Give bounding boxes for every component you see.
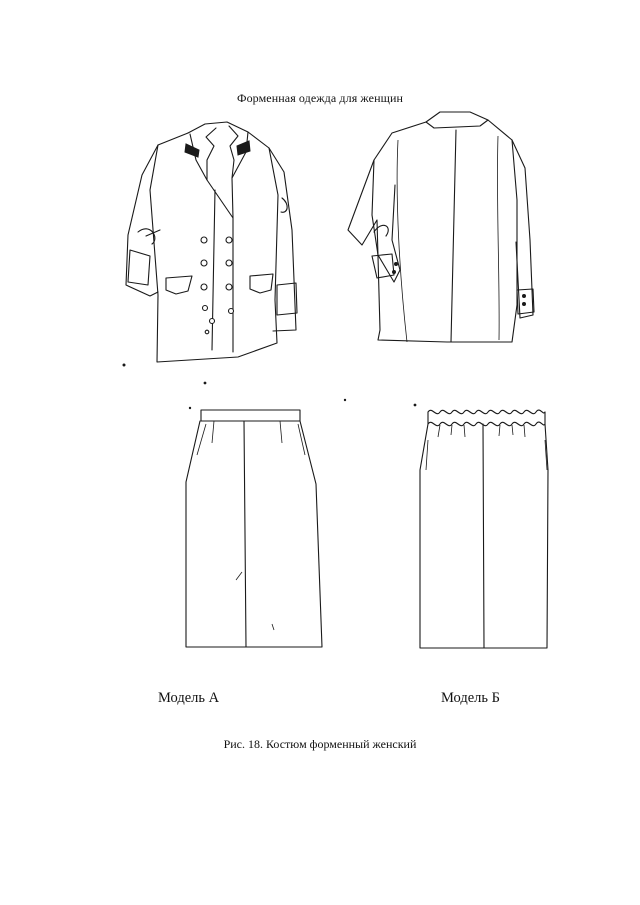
scan-specks [123,364,416,409]
skirt-model-a-illustration [186,410,322,647]
model-a-label: Модель А [158,690,220,706]
jacket-front-illustration [126,122,297,362]
figure-title: Форменная одежда для женщин [237,91,403,105]
skirt-model-b-illustration [420,410,548,648]
jacket-back-illustration [348,112,534,342]
model-b-label: Модель Б [441,690,500,706]
figure-caption: Рис. 18. Костюм форменный женский [223,737,417,751]
